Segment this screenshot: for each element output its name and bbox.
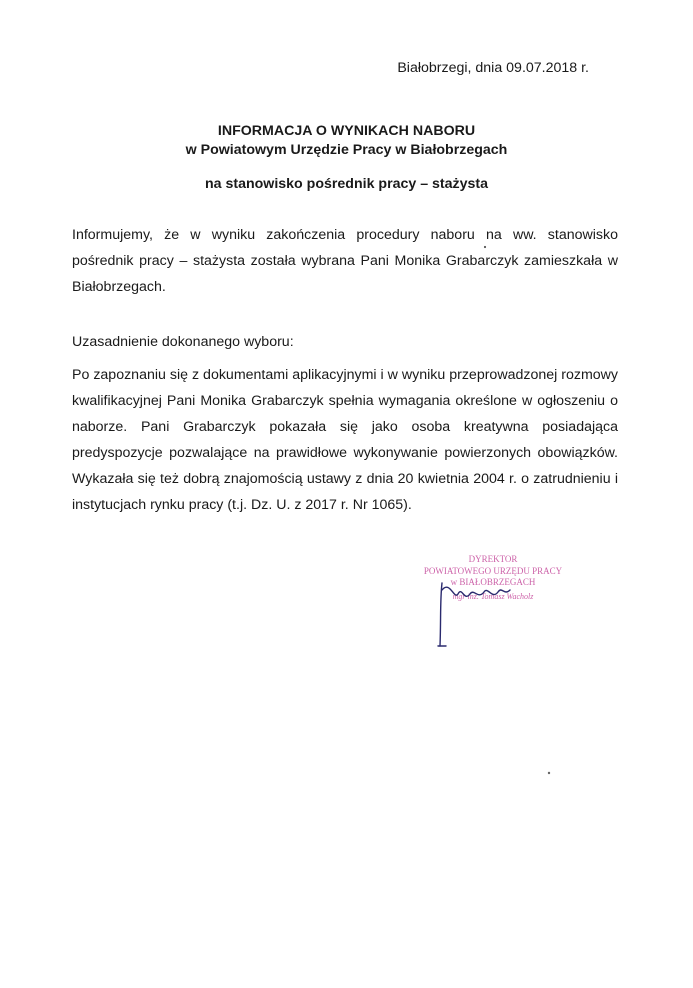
stamp-line-city: w BIAŁOBRZEGACH xyxy=(450,577,536,587)
director-stamp-signature xyxy=(418,550,568,660)
stamp-graphic xyxy=(418,550,568,660)
justification-heading: Uzasadnienie dokonanego wyboru: xyxy=(72,334,294,350)
justification-paragraph: Po zapoznaniu się z dokumentami aplikacyjnymi i w wyniku przeprowadzonej rozmowy kwalifikacyjnej Pani Monika Grabarczyk spełnia wymagania określone w ogłoszeniu o naborze. Pani Grabarczyk pokazała się jako osoba kreatywna posiadająca predyspozycje pozwalające na prawidłowe wykonywanie powierzonych obowiązków. Wykazała się też dobrą znajomością ustawy z dnia 20 kwietnia 2004 r. o zatrudnieniu i instytucjach rynku pracy (t.j. Dz. U. z 2017 r. Nr 1065). xyxy=(72,367,618,513)
stamp-line-director: DYREKTOR xyxy=(468,554,518,564)
scan-speck xyxy=(482,244,488,250)
document-subtitle-position: na stanowisko pośrednik pracy – stażysta xyxy=(204,176,489,192)
stamp-line-office: POWIATOWEGO URZĘDU PRACY xyxy=(423,566,563,576)
document-subtitle-office: w Powiatowym Urzędzie Pracy w Białobrzegach xyxy=(185,142,508,158)
scan-speck xyxy=(546,770,552,776)
document-date: Białobrzegi, dnia 09.07.2018 r. xyxy=(397,60,589,76)
stamp-line-name: mgr inż. Tomasz Wacholz xyxy=(452,592,534,601)
announcement-paragraph: Informujemy, że w wyniku zakończenia procedury naboru na ww. stanowisko pośrednik pracy – stażysta została wybrana Pani Monika Grabarczyk zamieszkała w Białobrzegach. xyxy=(72,227,618,295)
document-title: INFORMACJA O WYNIKACH NABORU xyxy=(217,123,476,139)
